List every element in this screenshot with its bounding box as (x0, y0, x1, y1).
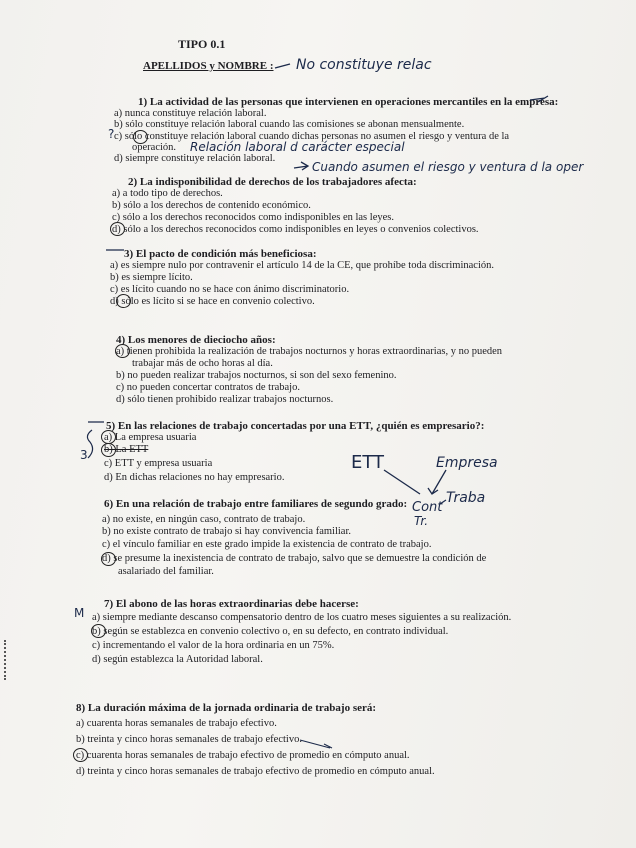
q7-text: 7) El abono de las horas extraordinarias debe hacerse: (104, 598, 359, 610)
q3-answer-circle (116, 294, 131, 308)
q1-option-c: c) sólo constituye relación laboral cuando dichas personas no asumen el riesgo y ventura de la (114, 131, 510, 142)
q5-note-ett: ETT (351, 452, 385, 473)
margin-dots (4, 640, 8, 680)
header-arrow-stroke (275, 64, 290, 68)
q5-note-tr: Tr. (414, 514, 429, 528)
q6-option-d-cont: asalariado del familiar. (118, 566, 214, 577)
q5-circle-a (101, 430, 116, 444)
tipo-title: TIPO 0.1 (178, 37, 226, 51)
q6-option-c: c) el vínculo familiar en este grado impide la existencia de contrato de trabajo. (102, 539, 432, 550)
q1-note-arrow (294, 162, 308, 170)
q4-option-a: a) tienen prohibida la realización de trabajos nocturnos y horas extraordinarias, y no pueden (116, 346, 503, 357)
q7-option-d: d) según establezca la Autoridad laboral. (92, 654, 263, 665)
q8-option-d: d) treinta y cinco horas semanales de trabajo efectivo de promedio en cómputo anual. (76, 766, 435, 777)
q5-option-a: a) La empresa usuaria (104, 432, 197, 443)
q8-option-a: a) cuarenta horas semanales de trabajo efectivo. (76, 718, 277, 729)
q7-answer-circle (91, 624, 106, 638)
q5-note-cont: Cont (412, 500, 443, 515)
q1-note-relacion: Relación laboral d carácter especial (190, 140, 405, 154)
q6-option-d: d) se presume la inexistencia de contrato de trabajo, salvo que se demuestre la condición de (102, 553, 487, 564)
q3-option-a: a) es siempre nulo por contravenir el artículo 14 de la CE, que prohíbe toda discriminación. (110, 260, 495, 271)
q1-text: 1) La actividad de las personas que intervienen en operaciones mercantiles en la empresa: (138, 96, 559, 108)
q4-answer-circle (115, 344, 130, 358)
q7-note-m: M (74, 606, 85, 620)
q2-option-d: d) sólo a los derechos reconocidos como indisponibles en leyes o convenios colectivos. (112, 224, 479, 235)
q1-option-d: d) siempre constituye relación laboral. (114, 153, 276, 164)
q2-option-c: c) sólo a los derechos reconocidos como indisponibles en las leyes. (112, 212, 394, 223)
q3-option-b: b) es siempre lícito. (110, 272, 193, 283)
q7-option-a: a) siempre mediante descanso compensatorio dentro de los cuatro meses siguientes a su realización. (92, 612, 512, 623)
q8-text: 8) La duración máxima de la jornada ordinaria de trabajo será: (76, 702, 377, 714)
q1-note-riesgo: Cuando asumen el riesgo y ventura d la oper (312, 160, 584, 174)
apellidos-label: APELLIDOS y NOMBRE : (143, 60, 274, 72)
handwritten-name-note: No constituye relac (296, 57, 432, 73)
q8-answer-circle (73, 748, 88, 762)
q4-option-d: d) sólo tienen prohibido realizar trabajos nocturnos. (116, 394, 334, 405)
q7-option-c: c) incrementando el valor de la hora ordinaria en un 75%. (92, 640, 335, 651)
q4-option-b: b) no pueden realizar trabajos nocturnos, si son del sexo femenino. (116, 370, 397, 381)
q4-text: 4) Los menores de dieciocho años: (116, 334, 276, 346)
q5-arrow-ett (384, 470, 420, 494)
q1-answer-circle (133, 130, 148, 144)
q4-option-c: c) no pueden concertar contratos de trabajo. (116, 382, 300, 393)
q1-option-c-cont: operación. (132, 142, 177, 153)
q3-option-d: d) sólo es lícito si se hace en convenio colectivo. (110, 296, 315, 307)
q8-option-c: c) cuarenta horas semanales de trabajo efectivo de promedio en cómputo anual. (76, 750, 410, 761)
q4-option-a-cont: trabajar más de ocho horas al día. (132, 358, 273, 369)
q2-option-b: b) sólo a los derechos de contenido económico. (112, 200, 311, 211)
q5-note-traba: Traba (446, 490, 486, 506)
q6-option-b: b) no existe contrato de trabajo si hay convivencia familiar. (102, 526, 351, 537)
q8-option-b: b) treinta y cinco horas semanales de trabajo efectivo. (76, 734, 302, 745)
q5-note-empresa: Empresa (436, 455, 498, 471)
q3-text: 3) El pacto de condición más beneficiosa: (124, 248, 317, 260)
q6-option-a: a) no existe, en ningún caso, contrato de trabajo. (102, 514, 306, 525)
q5-option-c: c) ETT y empresa usuaria (104, 458, 213, 469)
q6-text: 6) En una relación de trabajo entre familiares de segundo grado: (104, 498, 408, 510)
q7-option-b: b) según se establezca en convenio colectivo o, en su defecto, en contrato individual. (92, 626, 449, 637)
q3-option-c: c) es lícito cuando no se hace con ánimo discriminatorio. (110, 284, 350, 295)
q5-note-3: 3 (80, 448, 88, 462)
q1-option-a: a) nunca constituye relación laboral. (114, 108, 267, 119)
q5-arrow-empresa (428, 470, 446, 494)
q2-option-a: a) a todo tipo de derechos. (112, 188, 223, 199)
q5-text: 5) En las relaciones de trabajo concertadas por una ETT, ¿quién es empresario?: (106, 420, 485, 432)
q1-option-b: b) sólo constituye relación laboral cuando las comisiones se abonan mensualmente. (114, 119, 465, 130)
q5-option-b: b) La ETT (104, 444, 149, 455)
q5-option-d: d) En dichas relaciones no hay empresario. (104, 472, 285, 483)
q2-text: 2) La indisponibilidad de derechos de los trabajadores afecta: (128, 176, 417, 188)
q2-answer-circle (110, 222, 125, 236)
q6-answer-circle (101, 552, 116, 566)
q1-question-mark: ? (108, 127, 115, 141)
q5-circle-b (101, 443, 116, 457)
q8-arrow-stroke (300, 740, 332, 748)
